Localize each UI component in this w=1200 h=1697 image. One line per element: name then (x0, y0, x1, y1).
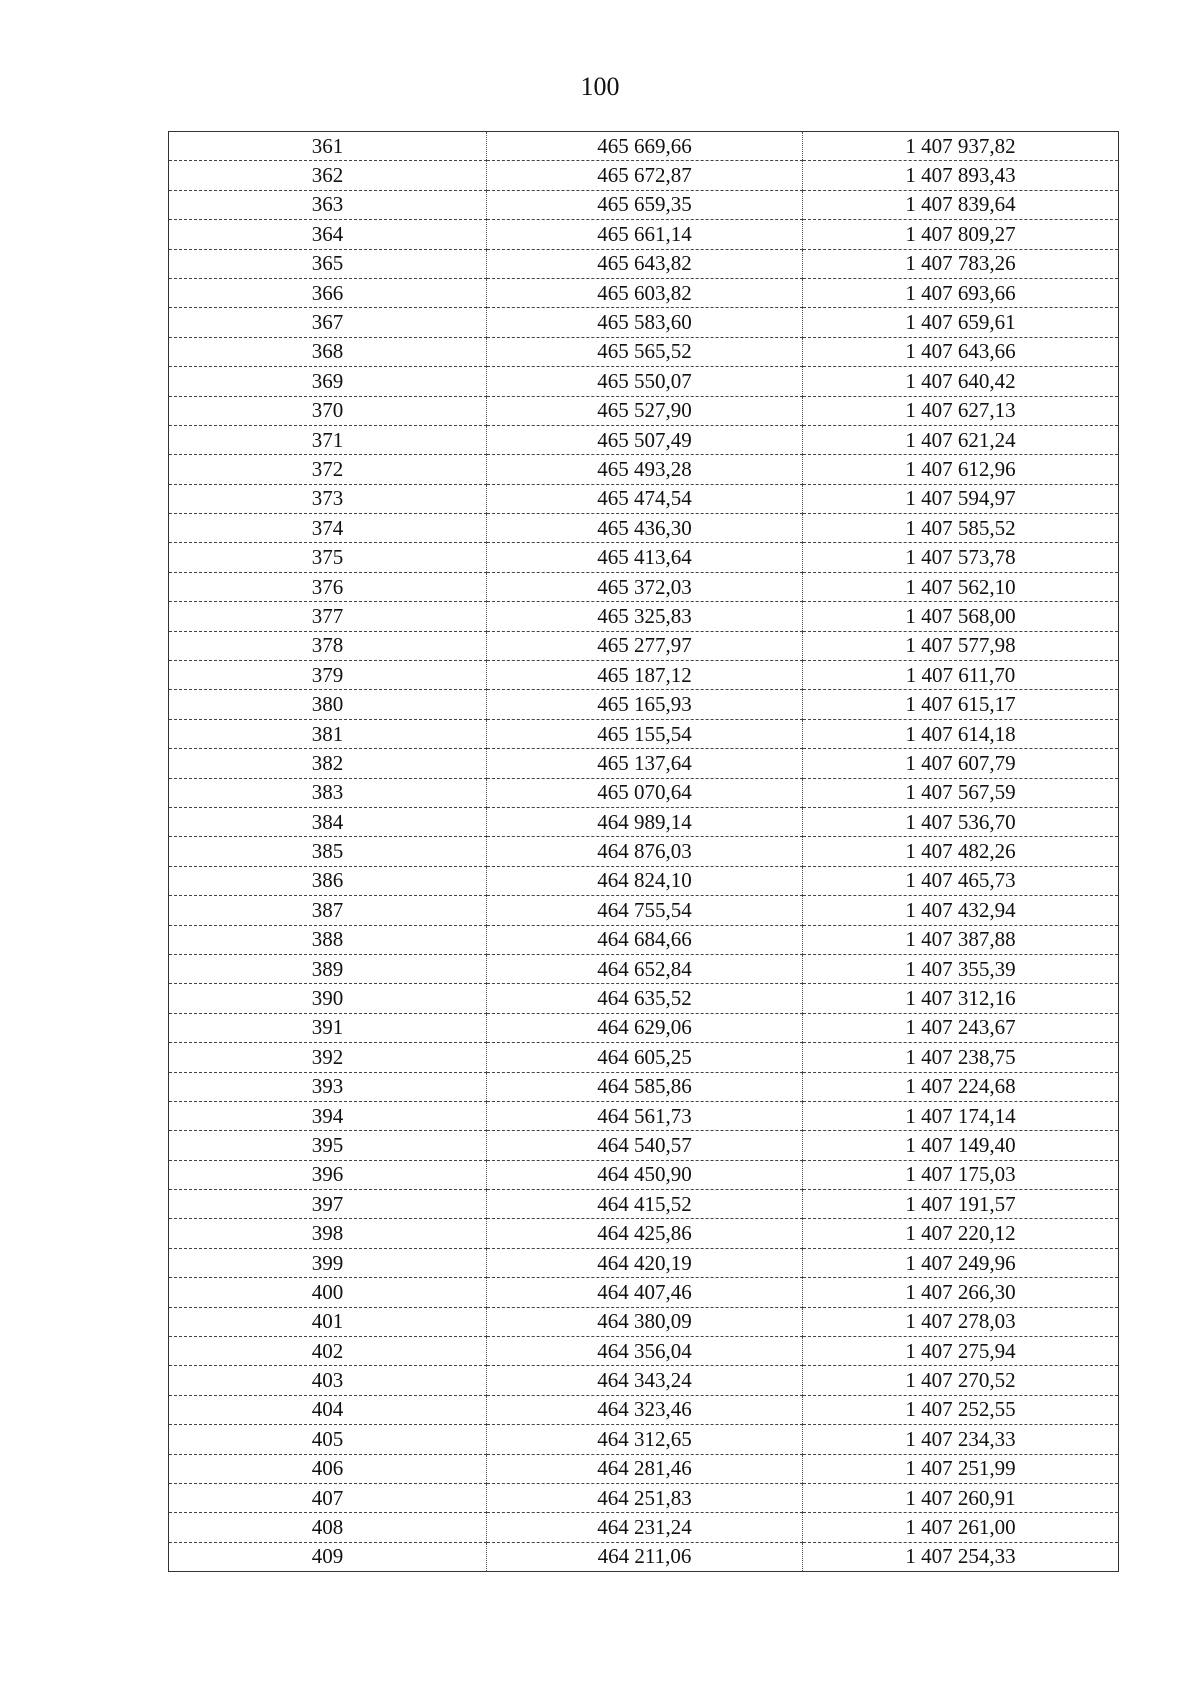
y-coordinate-cell: 1 407 627,13 (803, 396, 1119, 425)
x-coordinate-cell: 464 420,19 (487, 1248, 803, 1277)
point-number-cell: 409 (169, 1542, 487, 1571)
x-coordinate-cell: 465 277,97 (487, 631, 803, 660)
point-number-cell: 388 (169, 925, 487, 954)
x-coordinate-cell: 465 527,90 (487, 396, 803, 425)
x-coordinate-cell: 465 325,83 (487, 602, 803, 631)
table-row (169, 837, 1119, 866)
y-coordinate-cell: 1 407 243,67 (803, 1013, 1119, 1042)
point-number-cell: 393 (169, 1072, 487, 1101)
point-number-cell: 396 (169, 1160, 487, 1189)
y-coordinate-cell: 1 407 614,18 (803, 719, 1119, 748)
y-coordinate-cell: 1 407 261,00 (803, 1513, 1119, 1542)
point-number-cell: 402 (169, 1337, 487, 1366)
point-number-cell: 385 (169, 837, 487, 866)
point-number-cell: 389 (169, 954, 487, 983)
x-coordinate-cell: 464 450,90 (487, 1160, 803, 1189)
x-coordinate-cell: 464 585,86 (487, 1072, 803, 1101)
y-coordinate-cell: 1 407 585,52 (803, 514, 1119, 543)
x-coordinate-cell: 464 605,25 (487, 1043, 803, 1072)
table-row (169, 1248, 1119, 1277)
x-coordinate-cell: 465 672,87 (487, 161, 803, 190)
y-coordinate-cell: 1 407 275,94 (803, 1337, 1119, 1366)
point-number-cell: 398 (169, 1219, 487, 1248)
x-coordinate-cell: 465 187,12 (487, 661, 803, 690)
table-row (169, 190, 1119, 219)
y-coordinate-cell: 1 407 573,78 (803, 543, 1119, 572)
y-coordinate-cell: 1 407 567,59 (803, 778, 1119, 807)
x-coordinate-cell: 465 070,64 (487, 778, 803, 807)
x-coordinate-cell: 464 211,06 (487, 1542, 803, 1571)
point-number-cell: 361 (169, 132, 487, 161)
coordinates-table-body (169, 132, 1119, 1572)
y-coordinate-cell: 1 407 175,03 (803, 1160, 1119, 1189)
x-coordinate-cell: 464 343,24 (487, 1366, 803, 1395)
table-row (169, 1160, 1119, 1189)
x-coordinate-cell: 465 165,93 (487, 690, 803, 719)
x-coordinate-cell: 465 643,82 (487, 249, 803, 278)
y-coordinate-cell: 1 407 465,73 (803, 866, 1119, 895)
point-number-cell: 367 (169, 308, 487, 337)
x-coordinate-cell: 464 281,46 (487, 1454, 803, 1483)
x-coordinate-cell: 465 550,07 (487, 367, 803, 396)
point-number-cell: 397 (169, 1190, 487, 1219)
point-number-cell: 378 (169, 631, 487, 660)
point-number-cell: 391 (169, 1013, 487, 1042)
x-coordinate-cell: 464 989,14 (487, 807, 803, 836)
point-number-cell: 375 (169, 543, 487, 572)
point-number-cell: 377 (169, 602, 487, 631)
y-coordinate-cell: 1 407 224,68 (803, 1072, 1119, 1101)
x-coordinate-cell: 464 635,52 (487, 984, 803, 1013)
y-coordinate-cell: 1 407 260,91 (803, 1483, 1119, 1512)
y-coordinate-cell: 1 407 612,96 (803, 455, 1119, 484)
point-number-cell: 381 (169, 719, 487, 748)
table-row (169, 1219, 1119, 1248)
y-coordinate-cell: 1 407 562,10 (803, 572, 1119, 601)
x-coordinate-cell: 464 561,73 (487, 1101, 803, 1130)
point-number-cell: 369 (169, 367, 487, 396)
y-coordinate-cell: 1 407 621,24 (803, 425, 1119, 454)
point-number-cell: 406 (169, 1454, 487, 1483)
point-number-cell: 400 (169, 1278, 487, 1307)
y-coordinate-cell: 1 407 174,14 (803, 1101, 1119, 1130)
y-coordinate-cell: 1 407 312,16 (803, 984, 1119, 1013)
point-number-cell: 376 (169, 572, 487, 601)
table-row (169, 749, 1119, 778)
table-row (169, 984, 1119, 1013)
table-row (169, 778, 1119, 807)
y-coordinate-cell: 1 407 693,66 (803, 278, 1119, 307)
y-coordinate-cell: 1 407 355,39 (803, 954, 1119, 983)
point-number-cell: 368 (169, 337, 487, 366)
point-number-cell: 390 (169, 984, 487, 1013)
point-number-cell: 401 (169, 1307, 487, 1336)
y-coordinate-cell: 1 407 387,88 (803, 925, 1119, 954)
table-row (169, 367, 1119, 396)
point-number-cell: 365 (169, 249, 487, 278)
table-row (169, 719, 1119, 748)
point-number-cell: 384 (169, 807, 487, 836)
table-row (169, 425, 1119, 454)
y-coordinate-cell: 1 407 266,30 (803, 1278, 1119, 1307)
y-coordinate-cell: 1 407 536,70 (803, 807, 1119, 836)
table-row (169, 1131, 1119, 1160)
point-number-cell: 403 (169, 1366, 487, 1395)
point-number-cell: 379 (169, 661, 487, 690)
point-number-cell: 374 (169, 514, 487, 543)
page-number: 100 (580, 72, 620, 101)
table-row (169, 925, 1119, 954)
x-coordinate-cell: 465 413,64 (487, 543, 803, 572)
x-coordinate-cell: 464 629,06 (487, 1013, 803, 1042)
y-coordinate-cell: 1 407 238,75 (803, 1043, 1119, 1072)
x-coordinate-cell: 464 407,46 (487, 1278, 803, 1307)
point-number-cell: 366 (169, 278, 487, 307)
y-coordinate-cell: 1 407 893,43 (803, 161, 1119, 190)
table-row (169, 1513, 1119, 1542)
x-coordinate-cell: 465 669,66 (487, 132, 803, 161)
table-row (169, 631, 1119, 660)
table-row (169, 396, 1119, 425)
x-coordinate-cell: 465 493,28 (487, 455, 803, 484)
y-coordinate-cell: 1 407 249,96 (803, 1248, 1119, 1277)
table-row (169, 1483, 1119, 1512)
x-coordinate-cell: 465 507,49 (487, 425, 803, 454)
x-coordinate-cell: 465 474,54 (487, 484, 803, 513)
y-coordinate-cell: 1 407 839,64 (803, 190, 1119, 219)
x-coordinate-cell: 464 231,24 (487, 1513, 803, 1542)
point-number-cell: 387 (169, 896, 487, 925)
table-row (169, 1542, 1119, 1571)
x-coordinate-cell: 465 565,52 (487, 337, 803, 366)
x-coordinate-cell: 464 425,86 (487, 1219, 803, 1248)
x-coordinate-cell: 465 436,30 (487, 514, 803, 543)
table-row (169, 1307, 1119, 1336)
point-number-cell: 383 (169, 778, 487, 807)
x-coordinate-cell: 465 603,82 (487, 278, 803, 307)
table-row (169, 543, 1119, 572)
table-row (169, 337, 1119, 366)
x-coordinate-cell: 464 755,54 (487, 896, 803, 925)
y-coordinate-cell: 1 407 254,33 (803, 1542, 1119, 1571)
y-coordinate-cell: 1 407 234,33 (803, 1425, 1119, 1454)
point-number-cell: 399 (169, 1248, 487, 1277)
y-coordinate-cell: 1 407 252,55 (803, 1395, 1119, 1424)
point-number-cell: 364 (169, 220, 487, 249)
y-coordinate-cell: 1 407 482,26 (803, 837, 1119, 866)
table-row (169, 1013, 1119, 1042)
x-coordinate-cell: 464 824,10 (487, 866, 803, 895)
point-number-cell: 407 (169, 1483, 487, 1512)
y-coordinate-cell: 1 407 607,79 (803, 749, 1119, 778)
point-number-cell: 395 (169, 1131, 487, 1160)
table-row (169, 1454, 1119, 1483)
point-number-cell: 394 (169, 1101, 487, 1130)
point-number-cell: 386 (169, 866, 487, 895)
x-coordinate-cell: 464 876,03 (487, 837, 803, 866)
x-coordinate-cell: 464 356,04 (487, 1337, 803, 1366)
y-coordinate-cell: 1 407 149,40 (803, 1131, 1119, 1160)
x-coordinate-cell: 465 372,03 (487, 572, 803, 601)
table-row (169, 1043, 1119, 1072)
table-row (169, 572, 1119, 601)
y-coordinate-cell: 1 407 643,66 (803, 337, 1119, 366)
y-coordinate-cell: 1 407 278,03 (803, 1307, 1119, 1336)
y-coordinate-cell: 1 407 611,70 (803, 661, 1119, 690)
table-row (169, 220, 1119, 249)
x-coordinate-cell: 464 323,46 (487, 1395, 803, 1424)
table-row (169, 249, 1119, 278)
y-coordinate-cell: 1 407 270,52 (803, 1366, 1119, 1395)
point-number-cell: 362 (169, 161, 487, 190)
table-row (169, 1337, 1119, 1366)
y-coordinate-cell: 1 407 251,99 (803, 1454, 1119, 1483)
table-row (169, 896, 1119, 925)
point-number-cell: 405 (169, 1425, 487, 1454)
y-coordinate-cell: 1 407 220,12 (803, 1219, 1119, 1248)
table-row (169, 1395, 1119, 1424)
y-coordinate-cell: 1 407 191,57 (803, 1190, 1119, 1219)
table-row (169, 1366, 1119, 1395)
coordinates-table (168, 131, 1119, 1572)
point-number-cell: 404 (169, 1395, 487, 1424)
table-row (169, 1425, 1119, 1454)
x-coordinate-cell: 464 312,65 (487, 1425, 803, 1454)
table-row (169, 484, 1119, 513)
point-number-cell: 380 (169, 690, 487, 719)
table-row (169, 1190, 1119, 1219)
point-number-cell: 363 (169, 190, 487, 219)
table-row (169, 661, 1119, 690)
point-number-cell: 371 (169, 425, 487, 454)
y-coordinate-cell: 1 407 432,94 (803, 896, 1119, 925)
table-row (169, 807, 1119, 836)
x-coordinate-cell: 464 684,66 (487, 925, 803, 954)
y-coordinate-cell: 1 407 594,97 (803, 484, 1119, 513)
table-row (169, 132, 1119, 161)
y-coordinate-cell: 1 407 783,26 (803, 249, 1119, 278)
point-number-cell: 408 (169, 1513, 487, 1542)
y-coordinate-cell: 1 407 640,42 (803, 367, 1119, 396)
table-row (169, 954, 1119, 983)
point-number-cell: 370 (169, 396, 487, 425)
y-coordinate-cell: 1 407 809,27 (803, 220, 1119, 249)
table-row (169, 308, 1119, 337)
table-row (169, 602, 1119, 631)
y-coordinate-cell: 1 407 577,98 (803, 631, 1119, 660)
y-coordinate-cell: 1 407 937,82 (803, 132, 1119, 161)
x-coordinate-cell: 464 251,83 (487, 1483, 803, 1512)
x-coordinate-cell: 465 659,35 (487, 190, 803, 219)
table-row (169, 514, 1119, 543)
table-row (169, 161, 1119, 190)
x-coordinate-cell: 465 155,54 (487, 719, 803, 748)
y-coordinate-cell: 1 407 615,17 (803, 690, 1119, 719)
x-coordinate-cell: 464 540,57 (487, 1131, 803, 1160)
table-row (169, 455, 1119, 484)
point-number-cell: 392 (169, 1043, 487, 1072)
table-row (169, 690, 1119, 719)
x-coordinate-cell: 465 661,14 (487, 220, 803, 249)
x-coordinate-cell: 464 652,84 (487, 954, 803, 983)
table-row (169, 278, 1119, 307)
table-row (169, 1278, 1119, 1307)
table-row (169, 1101, 1119, 1130)
point-number-cell: 373 (169, 484, 487, 513)
y-coordinate-cell: 1 407 659,61 (803, 308, 1119, 337)
x-coordinate-cell: 464 380,09 (487, 1307, 803, 1336)
point-number-cell: 372 (169, 455, 487, 484)
point-number-cell: 382 (169, 749, 487, 778)
x-coordinate-cell: 465 137,64 (487, 749, 803, 778)
x-coordinate-cell: 465 583,60 (487, 308, 803, 337)
x-coordinate-cell: 464 415,52 (487, 1190, 803, 1219)
table-row (169, 1072, 1119, 1101)
y-coordinate-cell: 1 407 568,00 (803, 602, 1119, 631)
table-row (169, 866, 1119, 895)
